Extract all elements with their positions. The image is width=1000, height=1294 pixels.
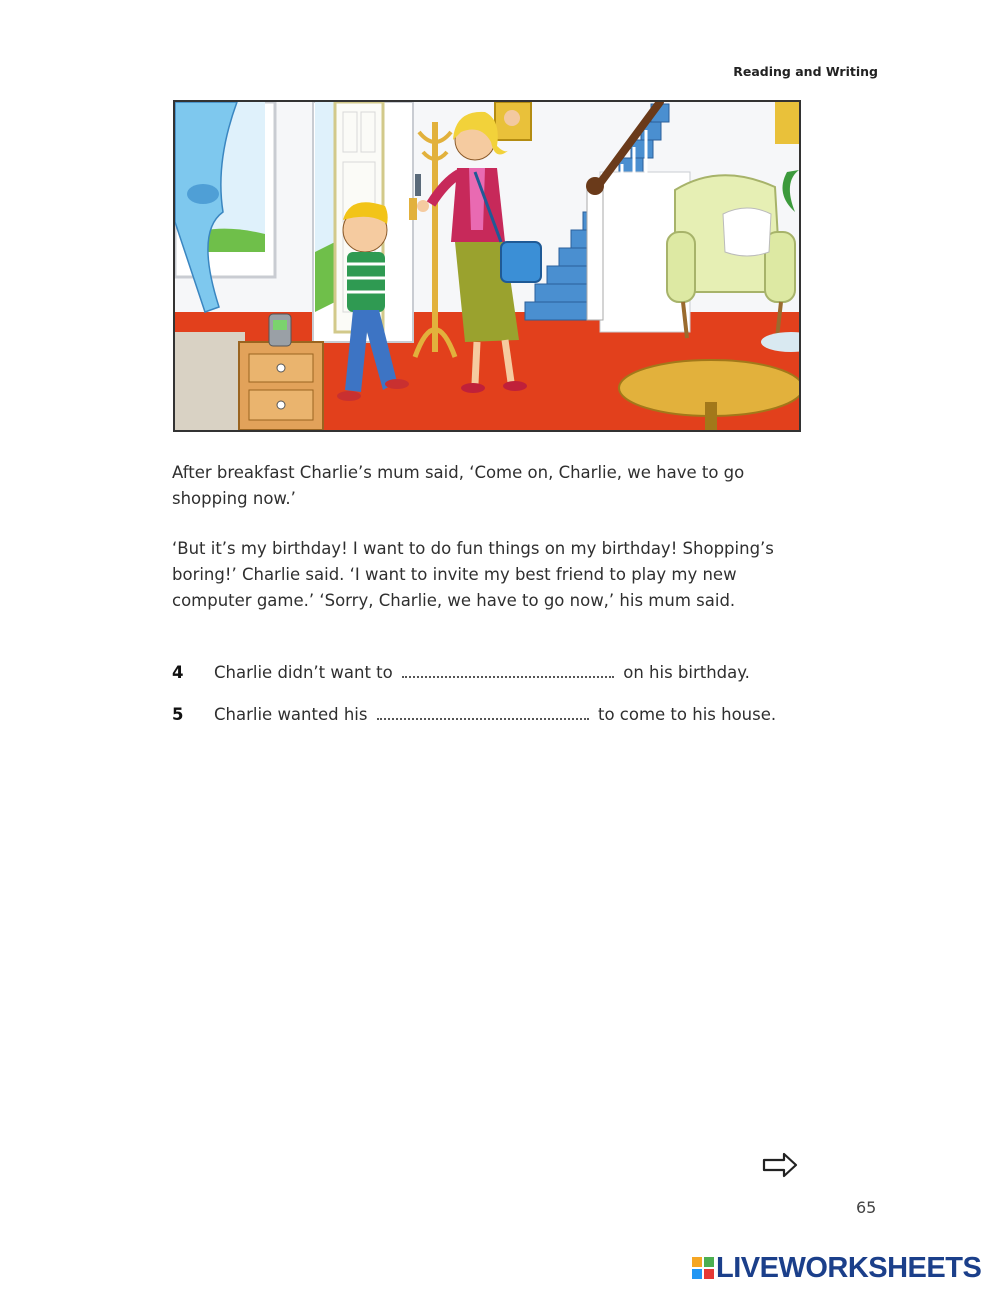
- page-number: 65: [856, 1198, 877, 1217]
- liveworksheets-logo-icon: [692, 1257, 714, 1279]
- question-number: 5: [172, 705, 184, 724]
- section-title: Reading and Writing: [733, 64, 878, 79]
- answer-blank-5[interactable]: [377, 704, 589, 720]
- answer-blank-4[interactable]: [402, 662, 614, 678]
- question-text-after: on his birthday.: [623, 663, 750, 682]
- story-paragraph-1: After breakfast Charlie’s mum said, ‘Come on, Charlie, we have to go shopping now.’: [172, 463, 745, 508]
- question-number: 4: [172, 663, 184, 682]
- story-paragraph-2: ‘But it’s my birthday! I want to do fun things on my birthday! Shopping’s boring!’ Charlie said. ‘I want to invite my best friend to play my new computer game.’ ‘Sorry, Charlie, we have to go now,’ his mum said.: [172, 539, 774, 610]
- question-4: [172, 662, 812, 682]
- question-text-before: Charlie wanted his: [214, 705, 368, 724]
- arrow-right-icon[interactable]: [762, 1150, 802, 1180]
- question-text-before: Charlie didn’t want to: [214, 663, 393, 682]
- question-5: [172, 704, 812, 724]
- brand-name: LIVEWORKSHEETS: [716, 1251, 982, 1284]
- story-illustration: [173, 100, 801, 432]
- brand-logo: [692, 1252, 981, 1284]
- question-text-after: to come to his house.: [597, 705, 777, 724]
